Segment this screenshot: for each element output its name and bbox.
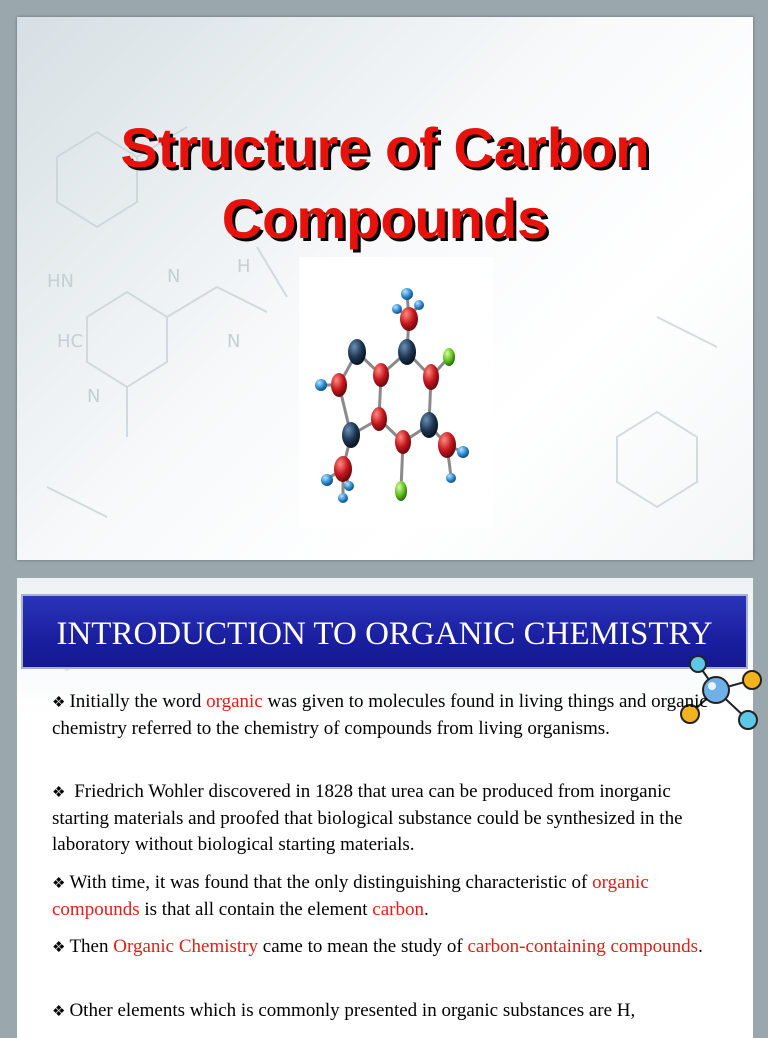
- highlight-organic-chemistry: Organic Chemistry: [113, 936, 259, 957]
- highlight-carbon: carbon: [372, 899, 424, 920]
- paragraph-wohler: ❖ Friedrich Wohler discovered in 1828 that urea can be produced from inorganic starting materials and proofed that biological substance could be synthesized in the laboratory without biological starting materials.: [52, 781, 683, 855]
- diamond-bullet-icon: ❖: [52, 940, 66, 956]
- svg-text:HC: HC: [57, 331, 84, 352]
- svg-text:HN: HN: [47, 271, 74, 292]
- molecule-model-icon: [299, 257, 493, 528]
- section-heading-banner: [21, 594, 748, 669]
- paragraph-other-elements: ❖ Other elements which is commonly presented in organic substances are H,: [52, 1000, 636, 1021]
- svg-text:H: H: [237, 256, 251, 277]
- molecule-image: [299, 257, 493, 528]
- diamond-bullet-icon: ❖: [52, 1004, 66, 1020]
- svg-text:N: N: [227, 331, 241, 352]
- slide-title-line-2: Compounds: [221, 187, 549, 250]
- diamond-bullet-icon: ❖: [52, 785, 66, 801]
- paragraph-organic-chemistry-definition: ❖ Then Organic Chemistry came to mean the study of carbon-containing compounds.: [52, 936, 703, 957]
- highlight-organic-compounds: organic compounds: [52, 872, 649, 920]
- title-slide: [17, 17, 753, 560]
- svg-text:N: N: [87, 386, 101, 407]
- diamond-bullet-icon: ❖: [52, 695, 66, 711]
- highlight-carbon-containing-compounds: carbon-containing compounds: [467, 936, 699, 957]
- section-heading: INTRODUCTION TO ORGANIC CHEMISTRY: [56, 616, 713, 652]
- paragraph-carbon-characteristic: ❖ With time, it was found that the only distinguishing characteristic of organic compounds is that all contain the element carbon.: [52, 872, 649, 920]
- highlight-organic: organic: [206, 691, 263, 712]
- slide-title-line-1: Structure of Carbon: [120, 116, 650, 179]
- diamond-bullet-icon: ❖: [52, 876, 66, 892]
- paragraph-organic-origin: ❖ Initially the word organic was given to molecules found in living things and organic chemistry referred to the chemistry of compounds from living organisms.: [52, 691, 708, 739]
- svg-text:N: N: [167, 266, 181, 287]
